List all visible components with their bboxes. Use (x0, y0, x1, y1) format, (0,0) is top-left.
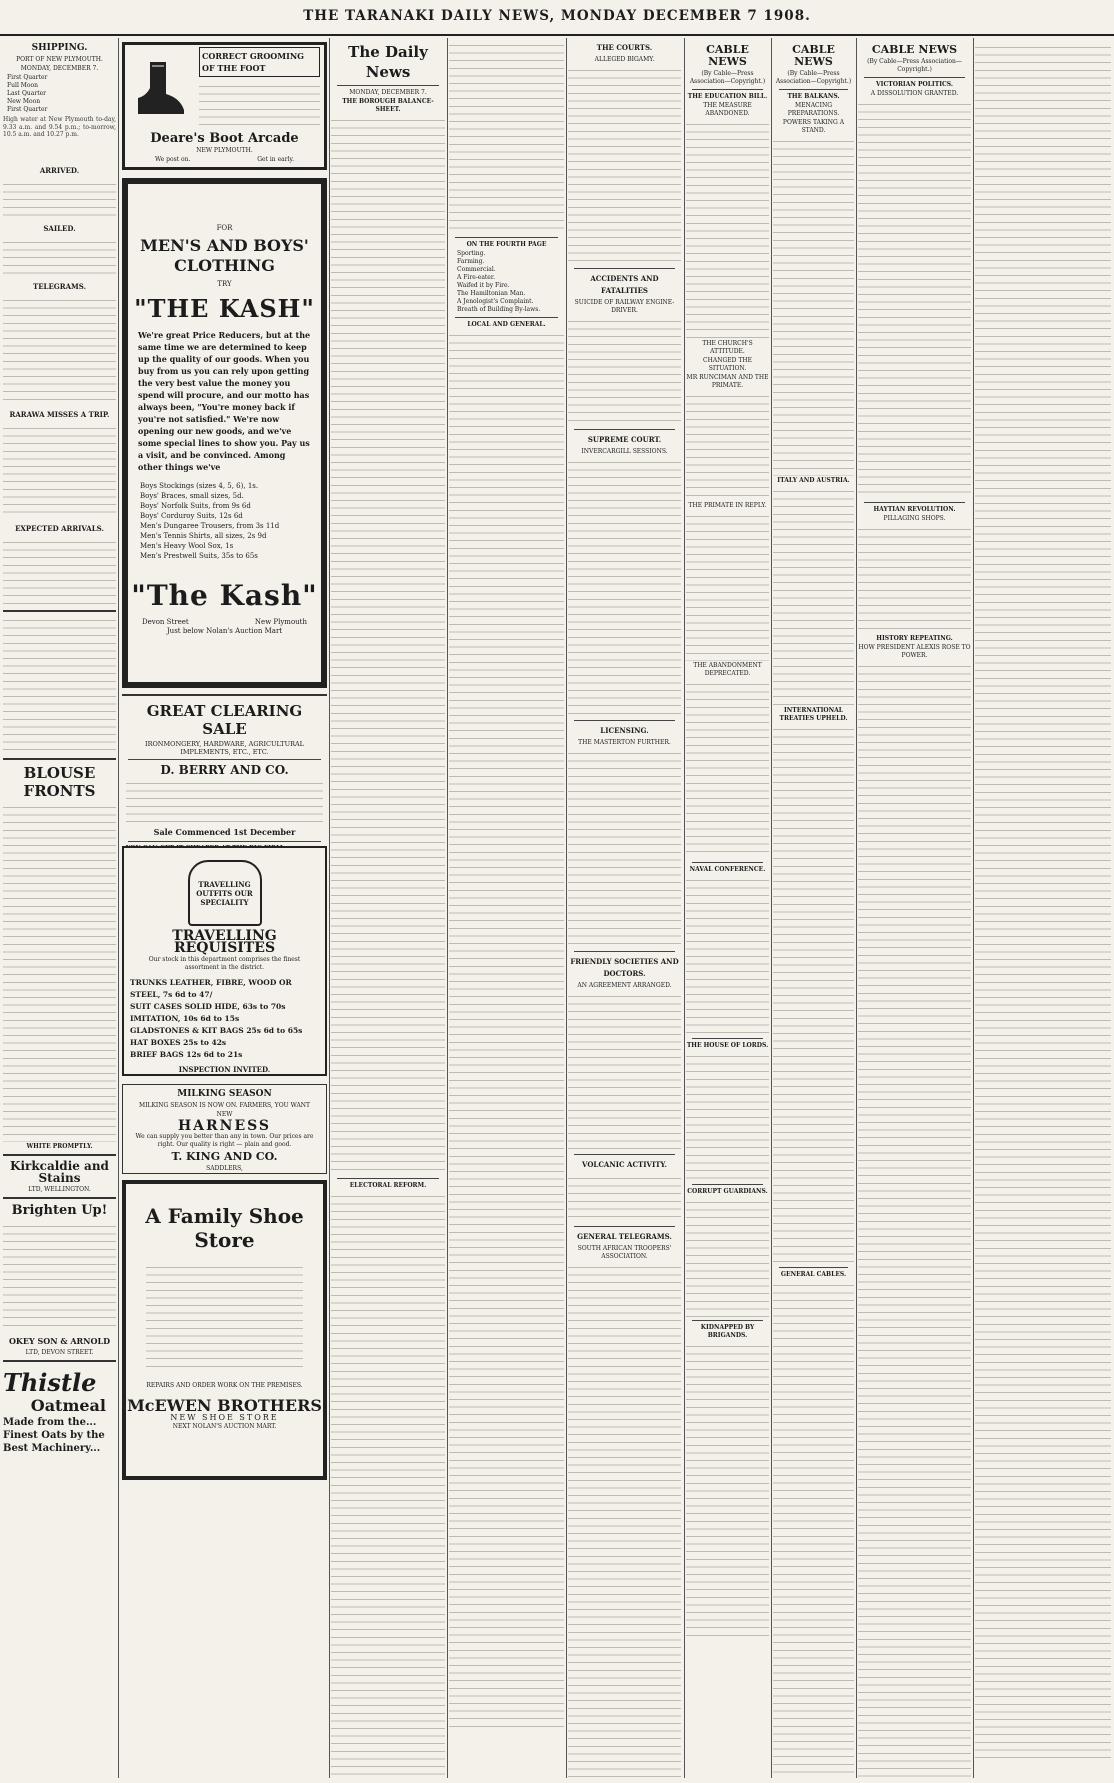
friendly-heading: FRIENDLY SOCIETIES AND DOCTORS. (570, 957, 679, 978)
column-rule (973, 38, 974, 1778)
trunk-icon (188, 860, 262, 926)
column-cable-1 (686, 38, 769, 1778)
telegrams-heading: TELEGRAMS. (32, 281, 87, 291)
harness-sub: We can supply you better than any in town. Our prices are right. Our quality is right — plain and good. (135, 1133, 314, 1148)
fourth-item: Sporting. (457, 250, 486, 257)
column-shipping (3, 38, 116, 1778)
tide-row: Last Quarter (7, 90, 47, 97)
fourth-item: Breath of Building By-laws. (457, 306, 541, 313)
body-text (773, 486, 854, 706)
milking-sub: MILKING SEASON IS NOW ON. FARMERS, YOU WANT (138, 1102, 311, 1109)
body-text (126, 778, 323, 822)
travelling-sub: Our stock in this department comprises the finest assortment in the district. (148, 956, 301, 971)
travelling-advert (122, 846, 327, 1076)
new-shoe-store: NEW SHOE STORE (170, 1413, 279, 1422)
okey-heading: OKEY SON & ARNOLD (8, 1335, 111, 1346)
changed-heading: CHANGED THE SITUATION. (703, 357, 752, 372)
mens-clothing: MEN'S AND BOYS' CLOTHING (140, 236, 309, 275)
divider (128, 759, 321, 760)
arrived-heading: ARRIVED. (39, 165, 80, 175)
electoral-heading: ELECTORAL REFORM. (349, 1182, 427, 1189)
kash-body: We're great Price Reducers, but at the same time we are determined to keep up the quality of our goods. When you buy from us you can rely upon getting the very best value the money you spend will procure, and our motto has always been, "You're money back if you're not satisfied." We're now opening our new goods, and we've some special lines to show you. Pay us a visit, and be convinced. Among other things we've (138, 330, 311, 472)
measure-heading: THE MEASURE ABANDONED. (703, 102, 752, 117)
body-text (686, 511, 769, 661)
cable-heading: CABLE NEWS (871, 43, 958, 56)
kash-items (128, 481, 321, 561)
shipping-heading: SHIPPING. (31, 43, 88, 53)
rarawa-heading: RARAWA MISSES A TRIP. (9, 409, 110, 419)
body-text (146, 1262, 303, 1372)
body-text (686, 679, 769, 859)
body-text (686, 119, 769, 339)
pillaging-heading: PILLAGING SHOPS. (883, 515, 946, 522)
fourth-item: Commercial. (457, 266, 496, 273)
travelling-prices (124, 973, 325, 1065)
deare-tag: We post on. (155, 156, 191, 163)
church-heading: THE CHURCH'S ATTITUDE. (702, 340, 753, 355)
body-text (773, 136, 854, 476)
deare-place: NEW PLYMOUTH. (196, 147, 253, 154)
body-text (975, 42, 1111, 1762)
king-name: T. KING AND CO. (171, 1150, 278, 1163)
divider (779, 1267, 848, 1268)
harness-advert (122, 1084, 327, 1174)
divider (3, 1197, 116, 1199)
body-text (331, 115, 445, 1175)
suit-line: SUIT CASES SOLID HIDE, 63s to 70s IMITATION, 10s 6d to 15s (130, 1002, 286, 1023)
okey-sub: LTD, DEVON STREET. (25, 1348, 94, 1356)
divider (692, 862, 763, 863)
local-heading: LOCAL AND GENERAL. (467, 321, 546, 328)
port-heading: PORT OF NEW PLYMOUTH. (16, 56, 103, 63)
divider (574, 1226, 675, 1227)
divider (574, 1154, 675, 1155)
education-heading: THE EDUCATION BILL. (687, 93, 768, 100)
body-text (568, 1262, 681, 1778)
body-text (858, 524, 971, 634)
divider (864, 502, 965, 503)
column-rule (566, 38, 567, 1778)
fourth-page-list (449, 250, 564, 314)
dissolution-heading: A DISSOLUTION GRANTED. (870, 90, 959, 97)
lords-heading: THE HOUSE OF LORDS. (686, 1042, 769, 1049)
tide-row: First Quarter (7, 106, 48, 113)
general-heading: GENERAL TELEGRAMS. (577, 1232, 672, 1241)
divider (3, 758, 116, 760)
mcewen-address: NEXT NOLAN'S AUCTION MART. (172, 1423, 277, 1430)
corrupt-heading: CORRUPT GUARDIANS. (687, 1188, 768, 1195)
repairs-line: REPAIRS AND ORDER WORK ON THE PREMISES. (146, 1382, 303, 1389)
clearing-sub: IRONMONGERY, HARDWARE, AGRICULTURAL IMPLEMENTS, ETC., ETC. (145, 740, 304, 756)
south-african-heading: SOUTH AFRICAN TROOPERS' ASSOCIATION. (577, 1245, 672, 1260)
thistle-heading: Thistle (3, 1367, 97, 1397)
made-line: Made from the... (3, 1416, 97, 1428)
high-water-text: High water at New Plymouth to-day, 9.33 a.m. and 9.54 p.m.; to-morrow, 10.5 a.m. and 10.27 p.m. (3, 116, 116, 139)
trunks-line: TRUNKS LEATHER, FIBRE, WOOD OR STEEL, 7s 6d to 47/ (130, 978, 292, 999)
travelling-heading: TRAVELLING REQUISITES (172, 928, 277, 956)
for-label: FOR (216, 224, 233, 232)
body-text (199, 81, 320, 131)
body-text (773, 724, 854, 1264)
volcanic-heading: VOLCANIC ACTIVITY. (582, 1160, 667, 1169)
kash-street: Devon Street (142, 618, 189, 626)
body-text (3, 615, 116, 755)
cable-heading: CABLE NEWS (792, 43, 835, 68)
cable-heading: CABLE NEWS (706, 43, 749, 68)
family-shoe: A Family Shoe Store (145, 1204, 304, 1252)
history-heading: HISTORY REPEATING. (876, 635, 953, 642)
body-text (858, 661, 971, 1778)
milking-heading: MILKING SEASON (177, 1089, 272, 1099)
divider (3, 1154, 116, 1156)
divider (3, 610, 116, 612)
licensing-heading: LICENSING. (600, 726, 649, 735)
body-text (3, 179, 116, 219)
harness-heading: HARNESS (177, 1118, 272, 1134)
fourth-item: A Jenologist's Complaint. (457, 298, 534, 305)
deare-advert (122, 42, 327, 170)
saddlers-label: SADDLERS, (206, 1165, 243, 1172)
divider (574, 268, 675, 269)
white-promptly: WHITE PROMPTLY. (26, 1142, 93, 1150)
berry-name: D. BERRY AND CO. (160, 763, 289, 777)
body-text (3, 1221, 116, 1331)
divider (864, 77, 965, 78)
column-editorial (331, 38, 445, 1778)
body-text (686, 1051, 769, 1181)
deare-tag: Get in early. (257, 156, 294, 163)
bigamy-heading: ALLEGED BIGAMY. (594, 56, 655, 63)
italy-heading: ITALY AND AUSTRIA. (777, 477, 850, 484)
column-courts (568, 38, 681, 1778)
accidents-heading: ACCIDENTS AND FATALITIES (590, 274, 659, 295)
body-text (449, 330, 564, 1730)
correct-grooming: CORRECT GROOMING OF THE FOOT (199, 47, 320, 77)
column-rule (447, 38, 448, 1778)
divider (3, 1360, 116, 1362)
column-continuation (975, 38, 1111, 1778)
primate-heading: THE PRIMATE IN REPLY. (688, 502, 767, 509)
sale-commenced: Sale Commenced 1st December (153, 827, 296, 837)
body-text (331, 1191, 445, 1778)
balance-heading: THE BOROUGH BALANCE-SHEET. (342, 98, 434, 113)
masthead (0, 0, 1114, 36)
victorian-heading: VICTORIAN POLITICS. (876, 81, 953, 88)
divider (455, 237, 558, 238)
tide-row: Full Moon (7, 82, 39, 89)
international-heading: INTERNATIONAL TREATIES UPHELD. (779, 707, 848, 722)
body-text (568, 316, 681, 426)
column-rule (856, 38, 857, 1778)
editorial-title: The Daily News (348, 43, 428, 81)
brighten-heading: Brighten Up! (11, 1202, 108, 1218)
body-text (686, 1341, 769, 1641)
body-text (449, 40, 564, 234)
fourth-item: A Fire-eater. (457, 274, 495, 281)
newspaper-title: THE TARANAKI DAILY NEWS, MONDAY DECEMBER 7 1908. (303, 8, 811, 24)
kirkcaldie-heading: Kirkcaldie and Stains (10, 1158, 109, 1185)
supreme-heading: SUPREME COURT. (587, 435, 662, 444)
agreement-heading: AN AGREEMENT ARRANGED. (577, 982, 672, 989)
divider (337, 85, 439, 86)
menacing-heading: MENACING PREPARATIONS. (787, 102, 840, 117)
body-text (3, 139, 116, 161)
kash-item: Boys' Braces, small sizes, 5d. (140, 492, 244, 500)
body-text (3, 295, 116, 405)
mcewen-advert (122, 1180, 327, 1480)
divider (574, 951, 675, 952)
kash-item: Men's Dungaree Trousers, from 3s 11d (140, 522, 280, 530)
tide-row: First Quarter (7, 74, 48, 81)
column-rule (684, 38, 685, 1778)
kash-advert (122, 178, 327, 688)
kidnapped-heading: KIDNAPPED BY BRIGANDS. (700, 1324, 755, 1339)
try-label: TRY (217, 280, 232, 288)
fourth-item: The Hamiltonian Man. (457, 290, 526, 297)
runciman-heading: MR RUNCIMAN AND THE PRIMATE. (686, 374, 769, 389)
kash-town: New Plymouth (254, 618, 307, 626)
kash-title-2: "The Kash" (131, 579, 318, 612)
kash-title: "THE KASH" (134, 294, 315, 323)
body-text (686, 391, 769, 501)
body-text (858, 99, 971, 499)
body-text (3, 423, 116, 519)
tide-table (3, 74, 116, 114)
column-rule (118, 38, 119, 1778)
cable-sub: (By Cable—Press Association—Copyright.) (689, 70, 766, 85)
kash-location: Just below Nolan's Auction Mart (166, 627, 283, 635)
kash-item: Boys Stockings (sizes 4, 5, 6), 1s. (140, 482, 259, 490)
cable-sub: (By Cable—Press Association—Copyright.) (867, 58, 962, 73)
fourth-page-heading: ON THE FOURTH PAGE (466, 241, 547, 248)
courts-heading: THE COURTS. (596, 43, 653, 52)
divider (779, 89, 848, 90)
expected-heading: EXPECTED ARRIVALS. (15, 523, 104, 533)
kash-item: Boys' Norfolk Suits, from 9s 6d (140, 502, 251, 510)
body-text (568, 1173, 681, 1223)
gladstones-line: GLADSTONES & KIT BAGS 25s 6d to 65s (130, 1026, 303, 1035)
body-text (773, 1280, 854, 1778)
abandonment-heading: THE ABANDONMENT DEPRECATED. (693, 662, 762, 677)
sailed-heading: SAILED. (43, 223, 76, 233)
column-cable-3 (858, 38, 971, 1778)
body-text (568, 748, 681, 948)
haytian-heading: HAYTIAN REVOLUTION. (873, 506, 956, 513)
divider (692, 1038, 763, 1039)
body-text (3, 802, 116, 1142)
body-text (3, 237, 116, 277)
kash-item: Men's Heavy Wool Sox, 1s (140, 542, 234, 550)
powers-heading: POWERS TAKING A STAND. (782, 119, 845, 134)
divider (692, 1184, 763, 1185)
kash-item: Boys' Corduroy Suits, 12s 6d (140, 512, 243, 520)
inspection-line: INSPECTION INVITED. (178, 1065, 271, 1074)
hat-line: HAT BOXES 25s to 42s (130, 1038, 227, 1047)
body-text (3, 537, 116, 607)
divider (574, 720, 675, 721)
general-cables-heading: GENERAL CABLES. (780, 1271, 847, 1278)
divider (692, 89, 763, 90)
trunk-label: TRAVELLING OUTFITS OUR SPECIALITY (196, 879, 253, 907)
oatmeal-heading: Oatmeal (30, 1395, 106, 1415)
body-text (568, 65, 681, 265)
column-local (449, 38, 564, 1778)
clearing-heading: GREAT CLEARING SALE (146, 702, 303, 738)
editorial-date: MONDAY, DECEMBER 7. (349, 89, 427, 96)
column-advertisements (122, 38, 327, 1778)
divider (692, 1320, 763, 1321)
body-text (568, 991, 681, 1151)
invercargill-heading: INVERCARGILL SESSIONS. (581, 448, 668, 455)
body-text (568, 457, 681, 717)
divider (337, 1178, 439, 1179)
brief-line: BRIEF BAGS 12s 6d to 21s (130, 1050, 243, 1059)
column-cable-2 (773, 38, 854, 1778)
masterton-heading: THE MASTERTON FURTHER. (578, 739, 671, 746)
divider (574, 429, 675, 430)
finest-line: Finest Oats by the (3, 1429, 105, 1441)
deare-name: Deare's Boot Arcade (150, 131, 299, 146)
naval-heading: NAVAL CONFERENCE. (689, 866, 766, 873)
cable-sub: (By Cable—Press Association—Copyright.) (775, 70, 852, 85)
divider (122, 694, 327, 696)
divider (128, 841, 321, 842)
tide-row: New Moon (7, 98, 41, 105)
new-label: NEW (216, 1111, 233, 1118)
boot-icon (125, 45, 195, 131)
kirkcaldie-sub: LTD, WELLINGTON. (28, 1185, 91, 1193)
blouse-heading: BLOUSE FRONTS (23, 763, 96, 800)
best-line: Best Machinery... (3, 1442, 101, 1454)
mcewen-name: McEWEN BROTHERS (127, 1396, 322, 1415)
suicide-heading: SUICIDE OF RAILWAY ENGINE-DRIVER. (574, 299, 675, 314)
column-rule (771, 38, 772, 1778)
body-text (686, 1197, 769, 1317)
balkans-heading: THE BALKANS. (787, 93, 840, 100)
fourth-item: Farming. (457, 258, 485, 265)
kash-item: Men's Prestwell Suits, 35s to 65s (140, 552, 258, 560)
divider (455, 317, 558, 318)
shipping-date: MONDAY, DECEMBER 7. (20, 65, 99, 72)
column-rule (329, 38, 330, 1778)
kash-item: Men's Tennis Shirts, all sizes, 2s 9d (140, 532, 267, 540)
alexis-heading: HOW PRESIDENT ALEXIS ROSE TO POWER. (858, 644, 971, 659)
fourth-item: Waifed it by Fire. (457, 282, 510, 289)
body-text (686, 875, 769, 1035)
